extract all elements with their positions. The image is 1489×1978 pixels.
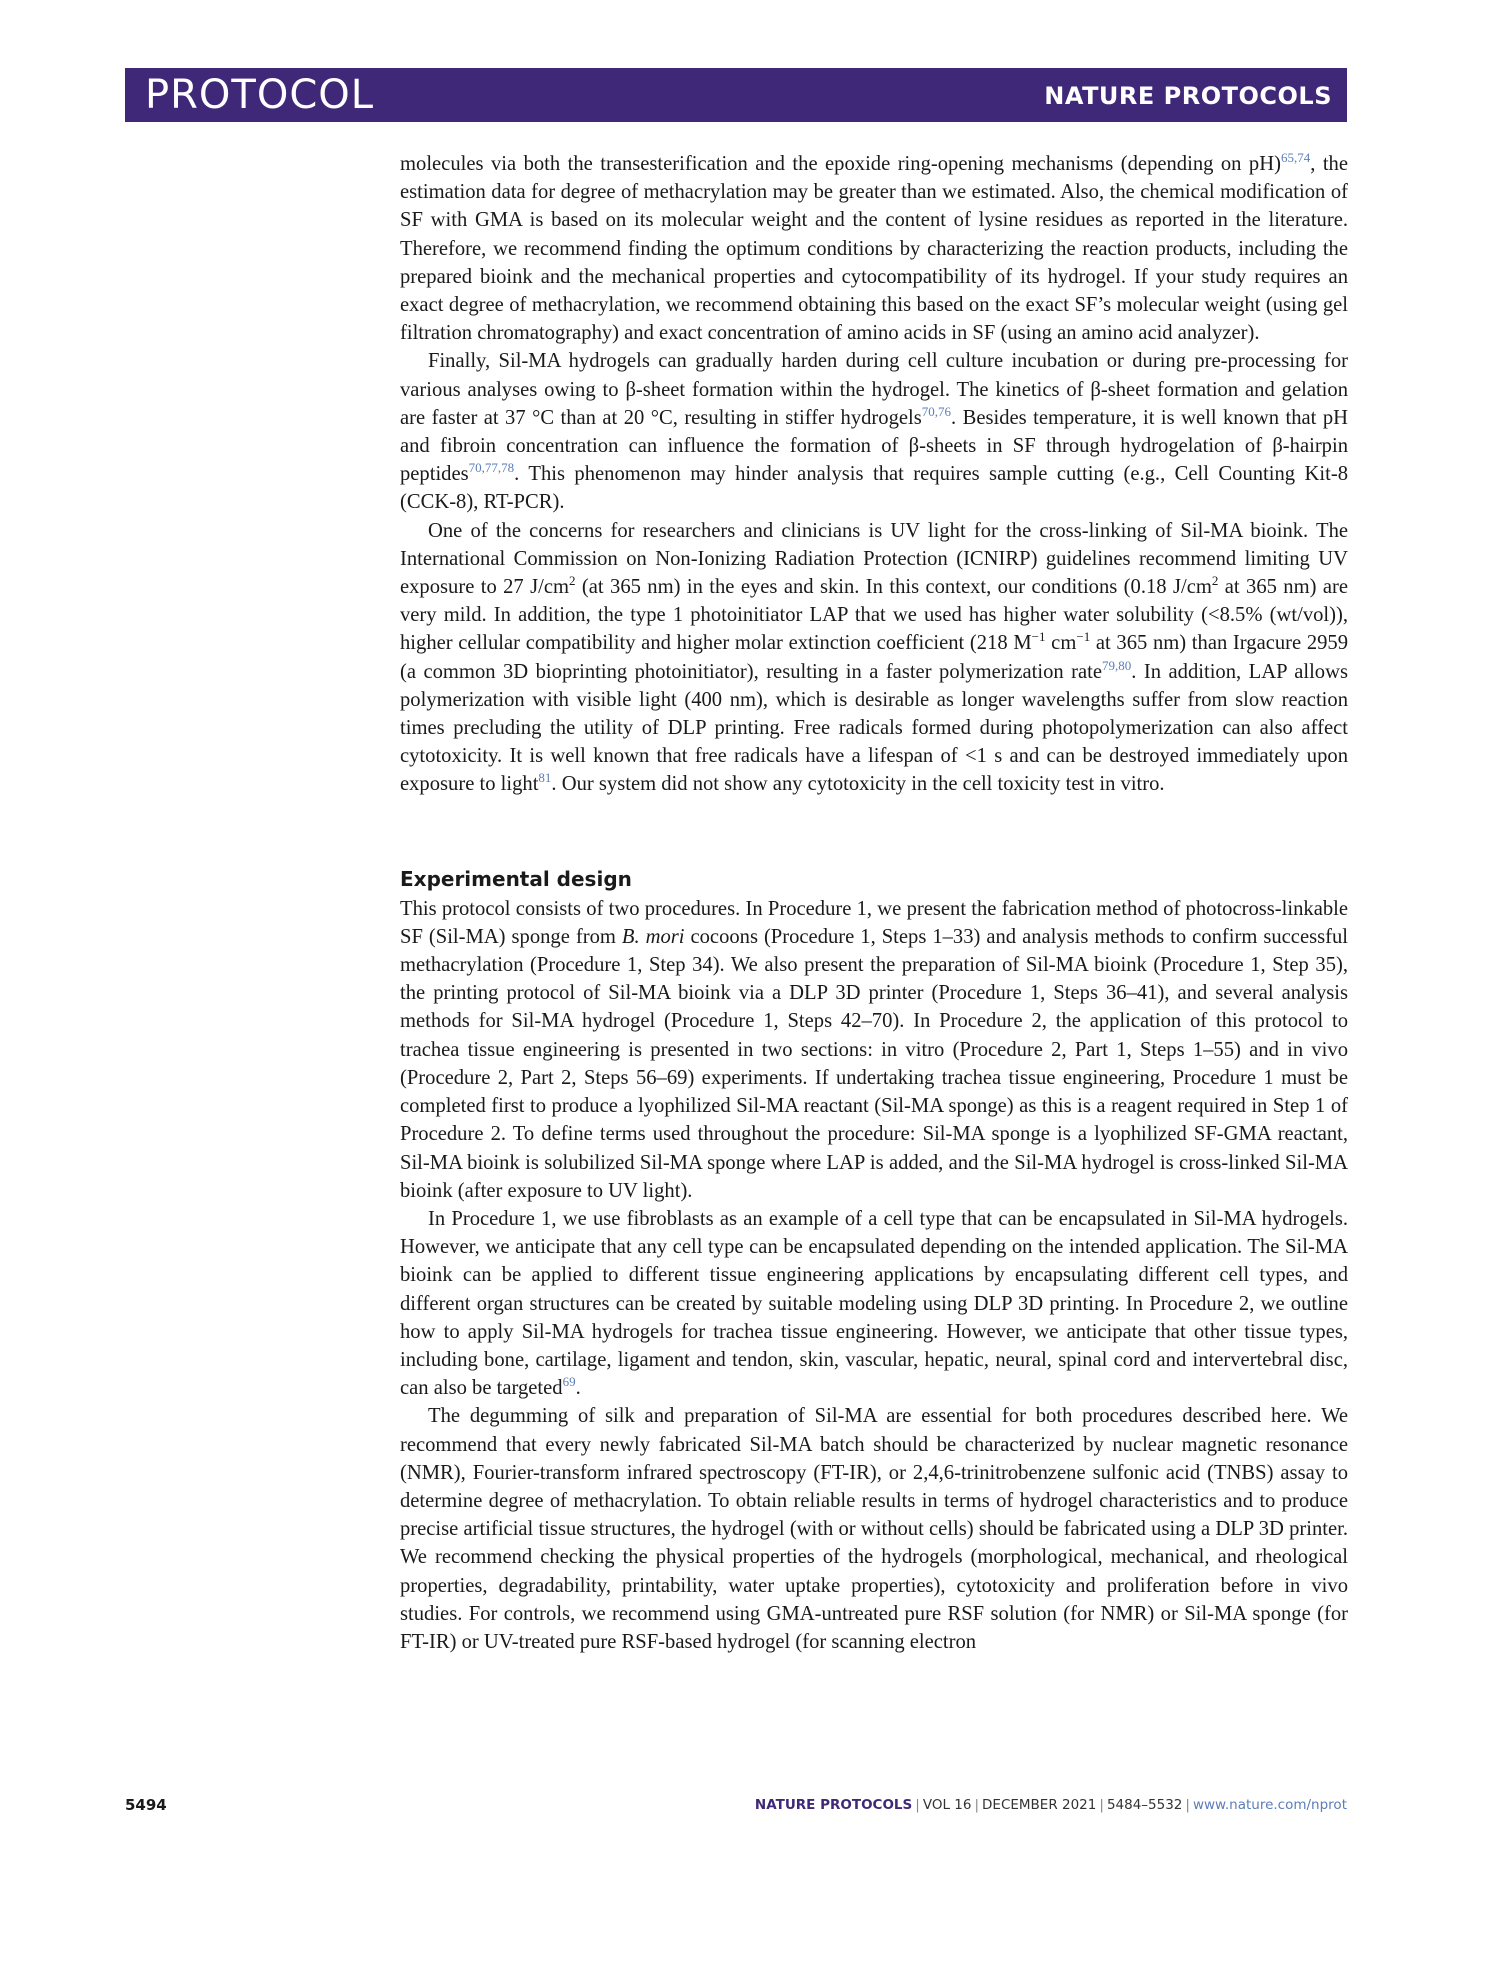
text-run: . Our system did not show any cytotoxicity in the cell toxicity test in vitro. <box>551 773 1165 796</box>
text-run: Finally, Sil-MA hydrogels can gradually harden during cell culture incubation or during pre-processing for various analyses owing to β-sheet formation within the hydrogel. The kinetics of β-sheet formation and gelation are faster at 37 °C than at 20 °C, resulting in stiffer hydrogels <box>400 350 1348 429</box>
reference-superscript[interactable]: 69 <box>562 1374 576 1390</box>
header-banner <box>125 68 1347 122</box>
text-run: at 365 nm) are very mild. In addition, the type 1 photoinitiator LAP that we used has higher water solubility (<8.5% (wt/vol)), higher cellular compatibility and higher molar extinction coefficient (218 M <box>400 576 1348 655</box>
text-run: cm <box>1045 632 1077 655</box>
text-run: . <box>575 1377 581 1400</box>
paragraph <box>400 347 1348 516</box>
text-run: at 365 nm) than Irgacure 2959 (a common 3D bioprinting photoinitiator), resulting in a faster polymerization rate <box>400 632 1349 683</box>
exponent-superscript: 2 <box>1211 573 1219 589</box>
paragraph <box>400 1205 1348 1402</box>
text-run: In Procedure 1, we use fibroblasts as an example of a cell type that can be encapsulated in Sil-MA hydrogels. However, we anticipate that any cell type can be encapsulated depending on the intended application. The Sil-MA bioink can be applied to different tissue engineering applications by encapsulating different cell types, and different organ structures can be created by suitable modeling using DLP 3D printing. In Procedure 2, we outline how to apply Sil-MA hydrogels for trachea tissue engineering. However, we anticipate that other tissue types, including bone, cartilage, ligament and tendon, skin, vascular, hepatic, neural, spinal cord and intervertebral disc, can also be targeted <box>400 1207 1348 1400</box>
text-run: (at 365 nm) in the eyes and skin. In this context, our conditions (0.18 J/cm <box>575 576 1212 599</box>
footer-pages: 5484–5532 <box>1106 1797 1183 1813</box>
exponent-superscript: 2 <box>569 573 576 589</box>
exponent-superscript: −1 <box>1076 629 1091 645</box>
text-run: One of the concerns for researchers and clinicians is UV light for the cross-linking of Sil-MA bioink. The International Commission on Non-Ionizing Radiation Protection (ICNIRP) guidelines recommend limiting UV exposure to 27 J/cm <box>400 519 1348 599</box>
intro-paragraphs <box>400 150 1348 799</box>
article-body <box>400 150 1348 1656</box>
text-run: . Besides temperature, it is well known that pH and fibroin concentration can influence the formation of β-sheets in SF through hydrogelation of β-hairpin peptides <box>400 406 1348 486</box>
reference-superscript[interactable]: 70,77,78 <box>468 460 515 476</box>
footer-journal: NATURE PROTOCOLS <box>754 1797 913 1813</box>
text-run: cocoons (Procedure 1, Steps 1–33) and analysis methods to confirm successful methacrylation (Procedure 1, Step 34). We also present the preparation of Sil-MA bioink (Procedure 1, Step 35), the printing protocol of Sil-MA bioink via a DLP 3D printer (Procedure 1, Steps 36–41), and several analysis methods for Sil-MA hydrogel (Procedure 1, Steps 42–70). In Procedure 2, the application of this protocol to trachea tissue engineering is presented in two sections: in vitro (Procedure 2, Part 1, Steps 1–55) and in vivo (Procedure 2, Part 2, Steps 56–69) experiments. If undertaking trachea tissue engineering, Procedure 1 must be completed first to produce a lyophilized Sil-MA reactant (Sil-MA sponge) as this is a reagent required in Step 1 of Procedure 2. To define terms used throughout the procedure: Sil-MA sponge is a lyophilized SF-GMA reactant, Sil-MA bioink is solubilized Sil-MA sponge where LAP is added, and the Sil-MA hydrogel is cross-linked Sil-MA bioink (after exposure to UV light). <box>400 925 1348 1202</box>
exponent-superscript: −1 <box>1031 629 1046 645</box>
reference-superscript[interactable]: 79,80 <box>1102 657 1132 673</box>
reference-superscript[interactable]: 81 <box>538 770 552 786</box>
page-number: 5494 <box>125 1796 167 1814</box>
footer-volume: VOL 16 <box>922 1797 972 1813</box>
section-label: PROTOCOL <box>145 72 375 118</box>
paragraph <box>400 1402 1348 1656</box>
italic-text: B. mori <box>621 925 685 948</box>
separator: | <box>1099 1797 1104 1813</box>
text-run: molecules via both the transesterification and the epoxide ring-opening mechanisms (depending on pH) <box>400 153 1281 175</box>
separator: | <box>915 1797 920 1813</box>
text-run: . In addition, LAP allows polymerization with visible light (400 nm), which is desirable as longer wavelengths suffer from slow reaction times precluding the utility of DLP printing. Free radicals formed during photopolymerization can also affect cytotoxicity. It is well known that free radicals have a lifespan of <1 s and can be destroyed immediately upon exposure to light <box>400 660 1348 796</box>
text-run: This protocol consists of two procedures. In Procedure 1, we present the fabrication method of photocross-linkable SF (Sil-MA) sponge from <box>400 897 1348 948</box>
separator: | <box>1185 1797 1190 1813</box>
text-run: , the estimation data for degree of methacrylation may be greater than we estimated. Also, the chemical modification of SF with GMA is based on its molecular weight and the content of lysine residues as reported in the literature. Therefore, we recommend finding the optimum conditions by characterizing the reaction products, including the prepared bioink and the mechanical properties and cytocompatibility of its hydrogel. If your study requires an exact degree of methacrylation, we recommend obtaining this based on the exact SF’s molecular weight (using gel filtration chromatography) and exact concentration of amino acids in SF (using an amino acid analyzer). <box>400 153 1348 345</box>
footer-url-link[interactable]: www.nature.com/nprot <box>1192 1797 1347 1813</box>
paragraph <box>400 895 1348 1205</box>
journal-label: NATURE PROTOCOLS <box>1044 82 1332 110</box>
reference-superscript[interactable]: 65,74 <box>1280 150 1311 166</box>
text-run: . This phenomenon may hinder analysis that requires sample cutting (e.g., Cell Counting Kit-8 (CCK-8), RT-PCR). <box>400 463 1348 514</box>
footer-date: DECEMBER 2021 <box>982 1797 1097 1813</box>
section-paragraphs <box>400 895 1348 1656</box>
section-heading: Experimental design <box>400 866 632 891</box>
reference-superscript[interactable]: 70,76 <box>921 403 952 419</box>
paragraph <box>400 517 1348 799</box>
footer-citation <box>755 1797 1347 1813</box>
separator: | <box>974 1797 980 1813</box>
paragraph <box>400 150 1348 347</box>
text-run: The degumming of silk and preparation of Sil-MA are essential for both procedures described here. We recommend that every newly fabricated Sil-MA batch should be characterized by nuclear magnetic resonance (NMR), Fourier-transform infrared spectroscopy (FT-IR), or 2,4,6-trinitrobenzene sulfonic acid (TNBS) assay to determine degree of methacrylation. To obtain reliable results in terms of hydrogel characteristics and to produce precise artificial tissue structures, the hydrogel (with or without cells) should be fabricated using a DLP 3D printer. We recommend checking the physical properties of the hydrogels (morphological, mechanical, and rheological properties, degradability, printability, water uptake properties), cytotoxicity and proliferation before in vivo studies. For controls, we recommend using GMA-untreated pure RSF solution (for NMR) or Sil-MA sponge (for FT-IR) or UV-treated pure RSF-based hydrogel (for scanning electron <box>400 1405 1348 1653</box>
